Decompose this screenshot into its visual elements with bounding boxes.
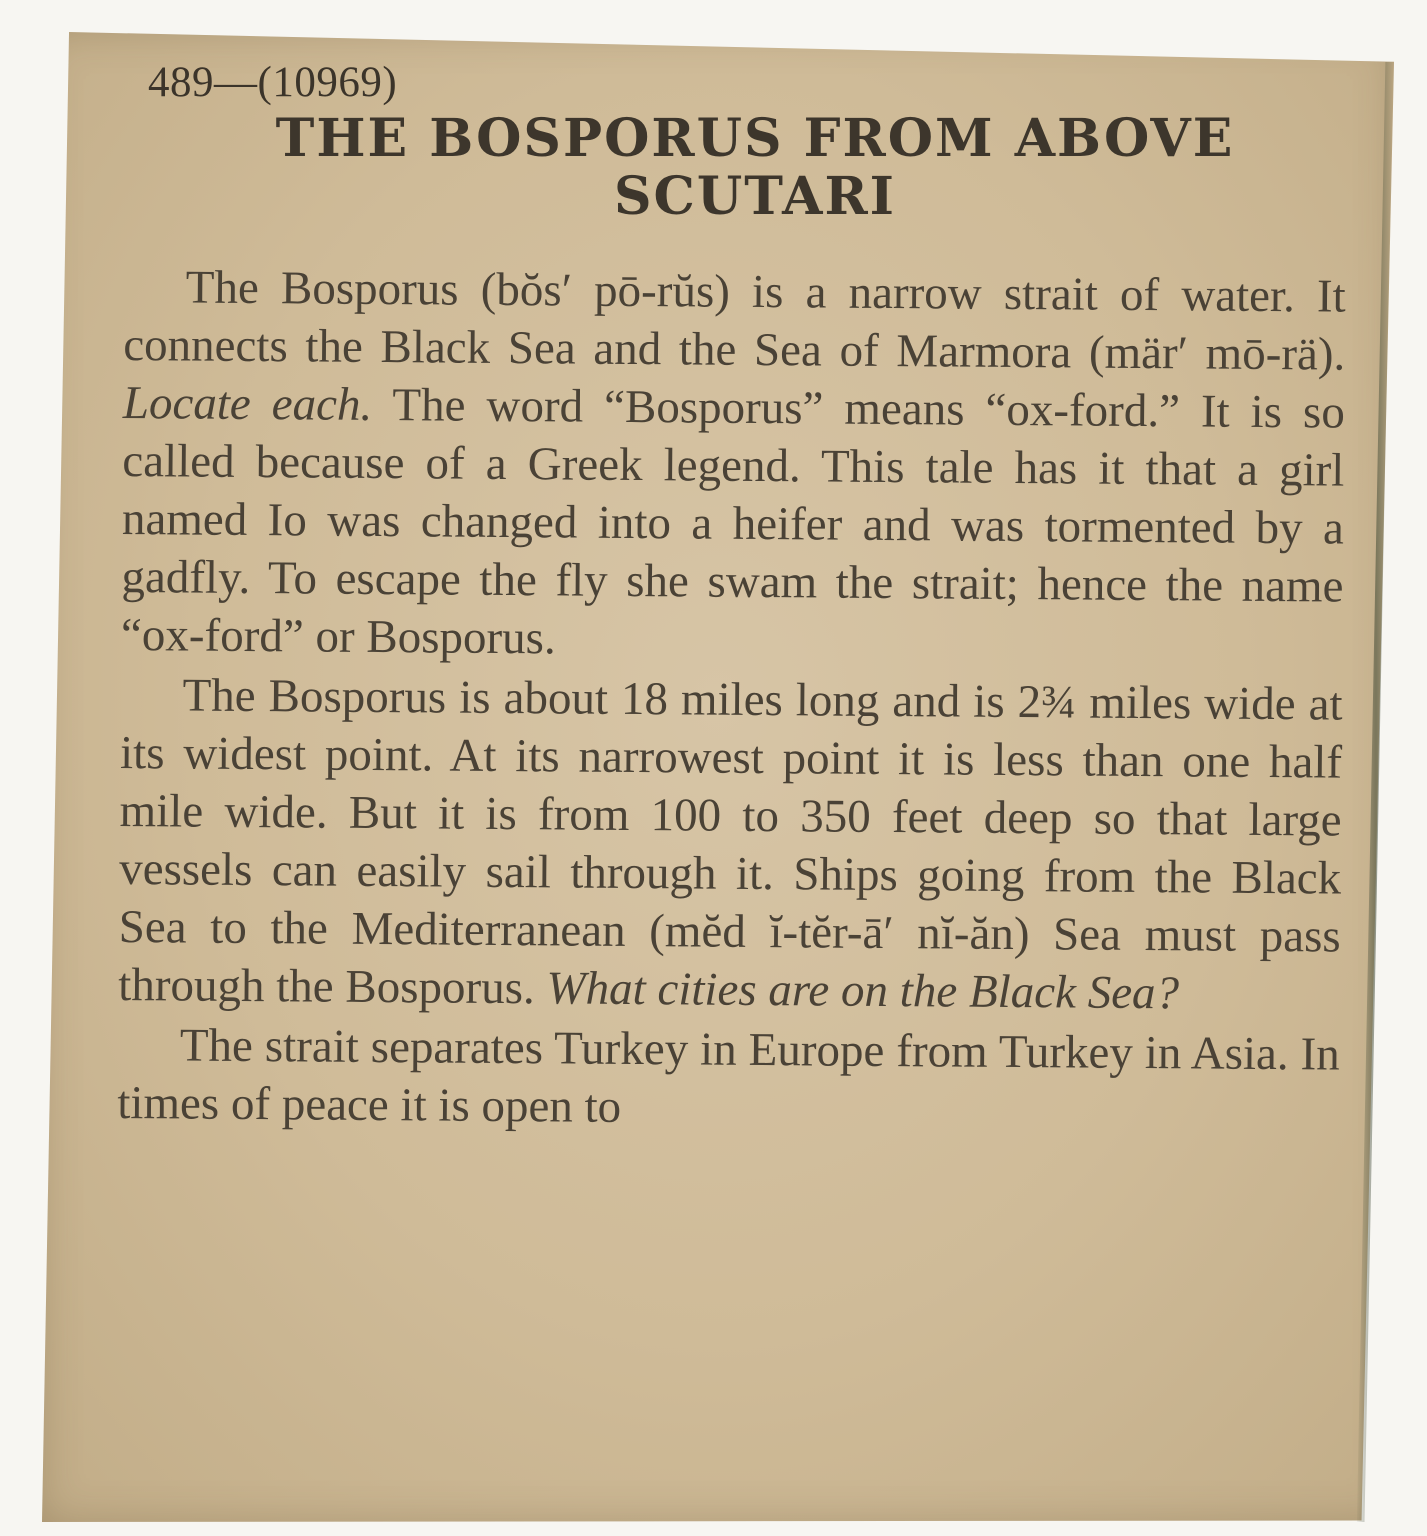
- paragraph-1: The Bosporus (bŏs′ pō-rŭs) is a narrow strait of water. It connects the Black Sea and the Sea of Marmora (mär′ mō-rä). Locate each. The word “Bosporus” means “ox-ford.” It is so called because of a Greek legend. This tale has it that a girl named Io was changed into a heifer and was tormented by a gadfly. To escape the fly she swam the strait; hence the name “ox-ford” or Bosporus.: [120, 261, 1346, 665]
- paragraph-3: The strait separates Turkey in Europe from Turkey in Asia. In times of peace it is open to: [117, 1019, 1340, 1133]
- paragraph-2: The Bosporus is about 18 miles long and is 2¾ miles wide at its widest point. At its narrowest point it is less than one half mile wide. But it is from 100 to 350 feet deep so that large vessels can easily sail through it. Ships going from the Black Sea to the Mediterranean (mĕd ĭ-tĕr-ā′ nĭ-ăn) Sea must pass through the Bosporus. What cities are on the Black Sea?: [118, 669, 1343, 1020]
- body-text: [117, 258, 1346, 1142]
- title-line-1: THE BOSPORUS FROM ABOVE: [275, 108, 1235, 169]
- card-number: 489—(10969): [148, 59, 398, 106]
- italic-prompt: What cities are on the Black Sea?: [546, 962, 1180, 1020]
- title-line-2: SCUTARI: [613, 166, 897, 228]
- italic-prompt: Locate each.: [122, 376, 373, 431]
- card-title: [130, 110, 1380, 226]
